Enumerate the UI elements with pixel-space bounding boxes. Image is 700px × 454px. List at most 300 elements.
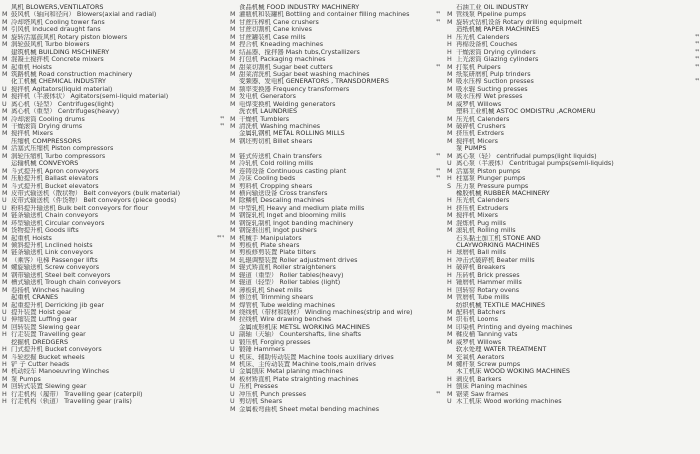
service-code: U [2, 204, 7, 212]
catalog-entry [447, 19, 699, 26]
service-code: M [2, 227, 8, 235]
entry-text: 剪料机 Cropping shears [239, 182, 313, 190]
catalog-entry [2, 130, 224, 137]
entry-text: 破碎机 Breakers [456, 264, 506, 272]
service-code: M [230, 167, 236, 175]
catalog-entry [2, 34, 224, 41]
service-code: M [447, 137, 453, 145]
catalog-entry [230, 212, 440, 219]
service-code: M [230, 286, 236, 294]
service-code: S [447, 182, 452, 190]
catalog-entry [230, 264, 440, 271]
entry-text: 印染机 Printing and dyeing machines [456, 323, 573, 331]
entry-text: 冲压机 Punch presses [239, 390, 307, 398]
entry-text: 槽式输送机 Trough chain conveyors [11, 279, 121, 287]
catalog-entry [447, 41, 699, 48]
service-code: M [2, 301, 8, 309]
service-code: H [447, 33, 452, 41]
catalog-entry [2, 123, 224, 130]
catalog-entry [447, 168, 699, 175]
entry-text: 搅拌机 Micers [456, 137, 498, 145]
section-title: 石头黏土加工机 STONE AND [456, 234, 541, 242]
entry-text: 涡轮鼓风机 Turbo blowers [11, 41, 90, 49]
catalog-entry [230, 56, 440, 63]
catalog-entry [2, 86, 224, 93]
section-title: 软水处理 WATER TREATMENT [456, 346, 547, 354]
catalog-entry [447, 212, 699, 219]
service-code: M [447, 78, 453, 86]
service-code: M [447, 123, 453, 130]
catalog-entry [2, 264, 224, 271]
service-code: M [2, 145, 8, 153]
service-code: H [447, 48, 452, 56]
catalog-entry [230, 168, 440, 175]
section-title: 金属轧钢机 METAL ROLLING MILLS [239, 130, 345, 138]
catalog-entry [2, 368, 224, 375]
catalog-entry [2, 235, 224, 242]
catalog-entry [447, 11, 699, 18]
catalog-column-3 [447, 4, 699, 406]
catalog-entry [230, 354, 440, 361]
catalog-entry [2, 197, 224, 204]
catalog-entry [2, 227, 224, 234]
service-code: M [2, 167, 8, 175]
entry-text: 电焊变换机 Welding generators [239, 100, 336, 108]
catalog-entry [230, 41, 440, 48]
entry-text: 回转式装置 Slewing gear [11, 383, 87, 391]
service-code: M [2, 323, 8, 331]
service-code: M [2, 175, 8, 183]
entry-text: 充氧机 Aerators [456, 353, 505, 361]
catalog-entry [230, 406, 440, 413]
entry-text: 金属板弯曲机 Sheet metal bending machines [239, 405, 380, 413]
service-code: M [2, 286, 8, 294]
section-title: 木工机床 WOOD WOKING MACHINES [456, 368, 570, 376]
section-heading [447, 26, 699, 33]
section-heading [447, 242, 699, 249]
service-code: M [230, 33, 236, 41]
entry-text: 金属刨床 Metal planing machines [239, 368, 343, 376]
entry-text: 搅拌机（半液体状） Agitators(semi-liquid material) [11, 93, 169, 101]
catalog-entry [447, 34, 699, 41]
catalog-entry [2, 108, 224, 115]
section-title: 挖掘机 DREDGERS [11, 338, 69, 346]
catalog-entry [447, 56, 699, 63]
catalog-entry [447, 130, 699, 137]
service-code: M [2, 264, 8, 272]
section-heading [447, 368, 699, 375]
service-code: M [2, 368, 8, 376]
service-code: M [230, 204, 236, 212]
catalog-entry [447, 78, 699, 85]
service-code: M [2, 11, 8, 19]
service-code: U [230, 353, 235, 361]
catalog-entry [230, 339, 440, 346]
section-heading [230, 324, 440, 331]
entry-text: 压舱提升机 Ballast elevators [11, 175, 99, 183]
catalog-entry [2, 220, 224, 227]
entry-text: （乘客）电梯 Passenger lifts [11, 256, 98, 264]
service-code: M [447, 316, 453, 324]
catalog-entry [230, 272, 440, 279]
entry-text: 织布机 Looms [456, 316, 499, 324]
catalog-entry [447, 309, 699, 316]
entry-text: 剪切机 Shears [239, 398, 283, 406]
entry-text: 旋转式钻机设备 Rotary drilling equipmelt [456, 18, 582, 26]
section-heading [2, 78, 224, 85]
catalog-entry [230, 398, 440, 405]
service-code: M [230, 48, 236, 56]
catalog-entry [2, 354, 224, 361]
service-code: M [230, 197, 236, 205]
catalog-entry [230, 93, 440, 100]
entry-text: 斗式提升机 Apron conveyors [11, 167, 99, 175]
catalog-entry [2, 64, 224, 71]
entry-text: 冷却塔风机 Cooling tower fans [11, 18, 105, 26]
catalog-entry [230, 101, 440, 108]
entry-text: 薄板轧机 Sheet mills [239, 286, 302, 294]
catalog-entry [230, 138, 440, 145]
catalog-entry [2, 272, 224, 279]
entry-text: 打浆机 Pulpers [456, 63, 501, 71]
entry-text: 门式提升机 Bucket conveyors [11, 346, 102, 354]
entry-text: 破碎机 Crushers [456, 123, 506, 130]
catalog-entry [230, 49, 440, 56]
entry-text: 冷却滚筒 Cooling drums [11, 115, 85, 123]
section-heading [447, 108, 699, 115]
entry-text: 捏合机 Kneading machines [239, 41, 324, 49]
entry-text: 行走机构（履带） Travelling gear (caterpil) [11, 390, 143, 398]
catalog-entry [230, 391, 440, 398]
service-code: M [2, 18, 8, 26]
entry-text: 钢坯剪切机 Billet shears [239, 137, 313, 145]
service-code: H [447, 383, 452, 391]
catalog-entry [447, 205, 699, 212]
service-code: U [447, 398, 452, 406]
service-code: H [447, 279, 452, 287]
catalog-entry [447, 71, 699, 78]
entry-text: 剪板机 Plate shears [239, 242, 300, 249]
note-marks: ** [695, 56, 699, 63]
catalog-entry [230, 287, 440, 294]
catalog-entry [2, 302, 224, 309]
catalog-entry [2, 383, 224, 390]
service-code: M [2, 353, 8, 361]
entry-text: 链条输送机 Chain conveyors [11, 212, 99, 220]
section-title: 塑料工业机械 ASTOC OMDISTRU ,ACROMERU [456, 108, 596, 116]
entry-text: 钢带输送机 Steel belt conveyors [11, 271, 111, 279]
service-code: M [447, 63, 453, 71]
catalog-entry [2, 11, 224, 18]
service-code: M [447, 361, 453, 368]
service-code: U [230, 398, 235, 406]
catalog-entry [230, 316, 440, 323]
service-code: M [230, 56, 236, 64]
service-code: H [447, 56, 452, 64]
section-heading [447, 235, 699, 242]
entry-text: 再棉设备机 Couches [456, 41, 518, 49]
entry-text: 横向输送设备 Cross transfers [239, 189, 328, 197]
catalog-entry [2, 212, 224, 219]
catalog-entry [447, 93, 699, 100]
catalog-entry [447, 183, 699, 190]
catalog-entry [2, 309, 224, 316]
entry-text: 球磨机 Ball mills [456, 249, 506, 257]
service-code: M [230, 219, 236, 227]
catalog-entry [230, 116, 440, 123]
catalog-entry [2, 376, 224, 383]
entry-text: 副轴（天轴） Countershafts, line shafts [239, 331, 362, 339]
service-code: U [2, 308, 7, 316]
entry-text: 离心机（重型） Centrifuges(heavy) [11, 108, 120, 116]
catalog-entry [230, 294, 440, 301]
section-heading [2, 294, 224, 301]
entry-text: 压光机 Calenders [456, 33, 510, 41]
entry-text: 干燥滚筒 Drying cylinders [456, 48, 536, 56]
service-code: M [230, 115, 236, 123]
catalog-entry [230, 368, 440, 375]
entry-text: 鞣皮桶 Tanning vats [456, 331, 518, 339]
service-code: U [230, 338, 235, 346]
entry-text: 结晶器、搅拌器 Mash tubs,Crystallizers [239, 48, 360, 56]
catalog-entry [230, 257, 440, 264]
catalog-entry [447, 64, 699, 71]
service-code: M [447, 100, 453, 108]
service-code: M [2, 212, 8, 220]
catalog-entry [447, 175, 699, 182]
note-marks: ** [695, 33, 699, 40]
service-code: M [2, 375, 8, 383]
catalog-entry [447, 160, 699, 167]
entry-text: 搅拌机 Mixers [11, 130, 53, 138]
entry-text: 拉线机 Wire drawing benches [239, 316, 332, 324]
section-title: 风机 BLOWERS,VENTILATORS [11, 4, 104, 11]
catalog-entry [230, 235, 440, 242]
service-code: M [230, 137, 236, 145]
catalog-entry [447, 324, 699, 331]
entry-text: 锻锤 Hammers [239, 346, 285, 354]
catalog-entry [2, 346, 224, 353]
section-title: 运输机械 CONVEYORS [11, 160, 79, 168]
section-title: 橡胶机械 RUBBER MACHINERY [456, 189, 550, 197]
service-code: M [447, 130, 453, 138]
catalog-entry [2, 26, 224, 33]
catalog-entry [230, 123, 440, 130]
entry-text: 斗轮挖掘 Bucket wheels [11, 353, 85, 361]
note-marks: ** [695, 48, 699, 55]
section-heading [230, 130, 440, 137]
catalog-entry [230, 19, 440, 26]
service-code: M [447, 85, 453, 93]
service-code: M [230, 361, 236, 368]
catalog-entry [447, 227, 699, 234]
service-code: M [2, 93, 8, 101]
service-code: M [230, 308, 236, 316]
service-code: M [230, 63, 236, 71]
service-code: M [2, 26, 8, 34]
service-code: M [230, 26, 236, 34]
entry-text: 钢锭轧机 Inget and blooming mills [239, 212, 346, 220]
entry-text: 旋转活塞鼓风机 Rotary piston blowers [11, 33, 128, 41]
service-code: M [230, 182, 236, 190]
section-heading [2, 4, 224, 11]
entry-text: 甜菜清洗机 Sugar beet washing machines [239, 70, 370, 78]
entry-text: 压力泵 Pressure pumps [456, 182, 529, 190]
service-code: M [230, 93, 236, 101]
entry-text: 干燥滚筒 Drying drums [11, 123, 83, 130]
service-code: H [447, 264, 452, 272]
entry-text: 干燥机 Tumblers [239, 115, 290, 123]
catalog-entry [447, 257, 699, 264]
service-code: U [230, 346, 235, 354]
note-marks: ** [436, 175, 440, 182]
catalog-entry [230, 11, 440, 18]
section-heading [447, 4, 699, 11]
catalog-entry [447, 86, 699, 93]
entry-text: 锤磨机 Hammer mills [456, 279, 522, 287]
entry-text: 活塞泵 Piston pumps [456, 167, 521, 175]
catalog-entry [230, 175, 440, 182]
entry-text: 起重提升机 Derricking jib gear [11, 301, 105, 309]
entry-text: 频率变换器 Frequency transformers [239, 85, 350, 93]
section-title: CLAYWORKING MACHINES [456, 242, 540, 249]
catalog-entry [230, 227, 440, 234]
section-heading [230, 78, 440, 85]
catalog-entry [230, 34, 440, 41]
catalog-entry [230, 183, 440, 190]
entry-text: 挤压机 Extruders [456, 204, 509, 212]
service-code: M [230, 316, 236, 324]
catalog-entry [2, 175, 224, 182]
catalog-entry [2, 93, 224, 100]
entry-text: 混炼机 Pug mills [456, 219, 506, 227]
catalog-entry [230, 279, 440, 286]
service-code: M [2, 123, 8, 130]
entry-text: 管磨机 Tube mills [456, 294, 510, 302]
service-code: M [2, 279, 8, 287]
catalog-entry [447, 376, 699, 383]
catalog-column-2 [230, 4, 440, 413]
service-code: M [447, 227, 453, 235]
catalog-entry [447, 116, 699, 123]
catalog-entry [230, 205, 440, 212]
section-heading [230, 145, 440, 152]
entry-text: 吸水压榨 Suction presses [456, 78, 534, 86]
service-code: M [230, 160, 236, 168]
entry-text: 回转装置 Slewing gear [11, 323, 81, 331]
catalog-entry [2, 257, 224, 264]
service-code: H [447, 256, 452, 264]
service-code: M [230, 123, 236, 130]
catalog-entry [230, 153, 440, 160]
catalog-entry [2, 183, 224, 190]
service-code: M [230, 264, 236, 272]
service-code: M [230, 271, 236, 279]
service-code: H [2, 361, 7, 368]
service-code: H [447, 197, 452, 205]
entry-text: 货物提升机 Goods lifts [11, 227, 79, 235]
note-marks: ** [220, 123, 224, 129]
service-code: M [2, 271, 8, 279]
entry-text: 机动绞车 Manoeuvring Winches [11, 368, 110, 376]
entry-text: 锻压机 Forging presses [239, 338, 311, 346]
entry-text: 管线泵 Pipeline pumps [456, 11, 526, 19]
service-code: M [230, 41, 236, 49]
catalog-entry [447, 316, 699, 323]
service-code: U [2, 85, 7, 93]
entry-text: 焊管机 Tube welding machines [239, 301, 335, 309]
service-code: M [447, 212, 453, 220]
entry-text: 起重机 Hoists [11, 234, 52, 242]
catalog-entry [447, 264, 699, 271]
section-heading [2, 339, 224, 346]
catalog-entry [447, 123, 699, 130]
entry-text: 吸水辊 Sucting presses [456, 85, 528, 93]
catalog-entry [2, 168, 224, 175]
section-heading [2, 138, 224, 145]
entry-text: 威罗机 Willows [456, 100, 502, 108]
catalog-entry [2, 205, 224, 212]
catalog-entry [2, 41, 224, 48]
service-code: U [230, 383, 235, 391]
entry-text: 辊道（重型） Roller tables(heavy) [239, 271, 344, 279]
section-title: 石油工业 OIL INDUSTRY [456, 4, 529, 11]
section-heading [447, 190, 699, 197]
entry-text: 冷轧机 Cold rolling mills [239, 160, 314, 168]
section-title: 压缩机 COMPRESSORS [11, 137, 82, 145]
service-code: M [2, 63, 8, 71]
note-marks: ** [695, 63, 699, 70]
entry-text: 链条输送机 Link conveyors [11, 249, 93, 257]
catalog-entry [2, 242, 224, 249]
catalog-entry [2, 19, 224, 26]
service-code: M [230, 234, 236, 242]
catalog-entry [2, 361, 224, 368]
entry-text: 修边机 Trimming shears [239, 294, 314, 302]
service-code: U [2, 197, 7, 205]
service-code: M [447, 294, 453, 302]
service-code: H [2, 390, 7, 398]
entry-text: 压砖机 Brick presses [456, 271, 520, 279]
entry-text: 上光滚筒 Glazing cylinders [456, 56, 539, 64]
entry-text: 提升装置 Hoist gear [11, 308, 72, 316]
entry-text: 压光机 Calenders [456, 197, 510, 205]
catalog-entry [230, 383, 440, 390]
service-code: M [230, 405, 236, 413]
section-title: 起重机 CRANES [11, 294, 59, 302]
entry-text: 甘蔗切割机 Cane knives [239, 26, 312, 34]
entry-text: 冷床 Cooling beds [239, 175, 296, 183]
section-title: 泵 PUMPS [456, 145, 487, 153]
catalog-entry [230, 361, 440, 368]
entry-text: 行走机构（轨道） Travelling gear (rails) [11, 398, 132, 406]
service-code: M [447, 323, 453, 331]
section-heading [447, 302, 699, 309]
service-code: M [447, 338, 453, 346]
entry-text: 环型输送机 Circular conveyors [11, 219, 105, 227]
entry-text: 锯架 Saw frames [456, 390, 509, 398]
service-code: M [230, 189, 236, 197]
service-code: M [447, 70, 453, 78]
catalog-entry [447, 49, 699, 56]
service-code: M [2, 70, 8, 78]
catalog-entry [447, 101, 699, 108]
entry-text: 筑路机械 Road construction machinery [11, 70, 133, 78]
catalog-entry [230, 26, 440, 33]
service-code: M [2, 115, 8, 123]
entry-text: 起重机 Hoists [11, 63, 52, 71]
section-heading [2, 160, 224, 167]
